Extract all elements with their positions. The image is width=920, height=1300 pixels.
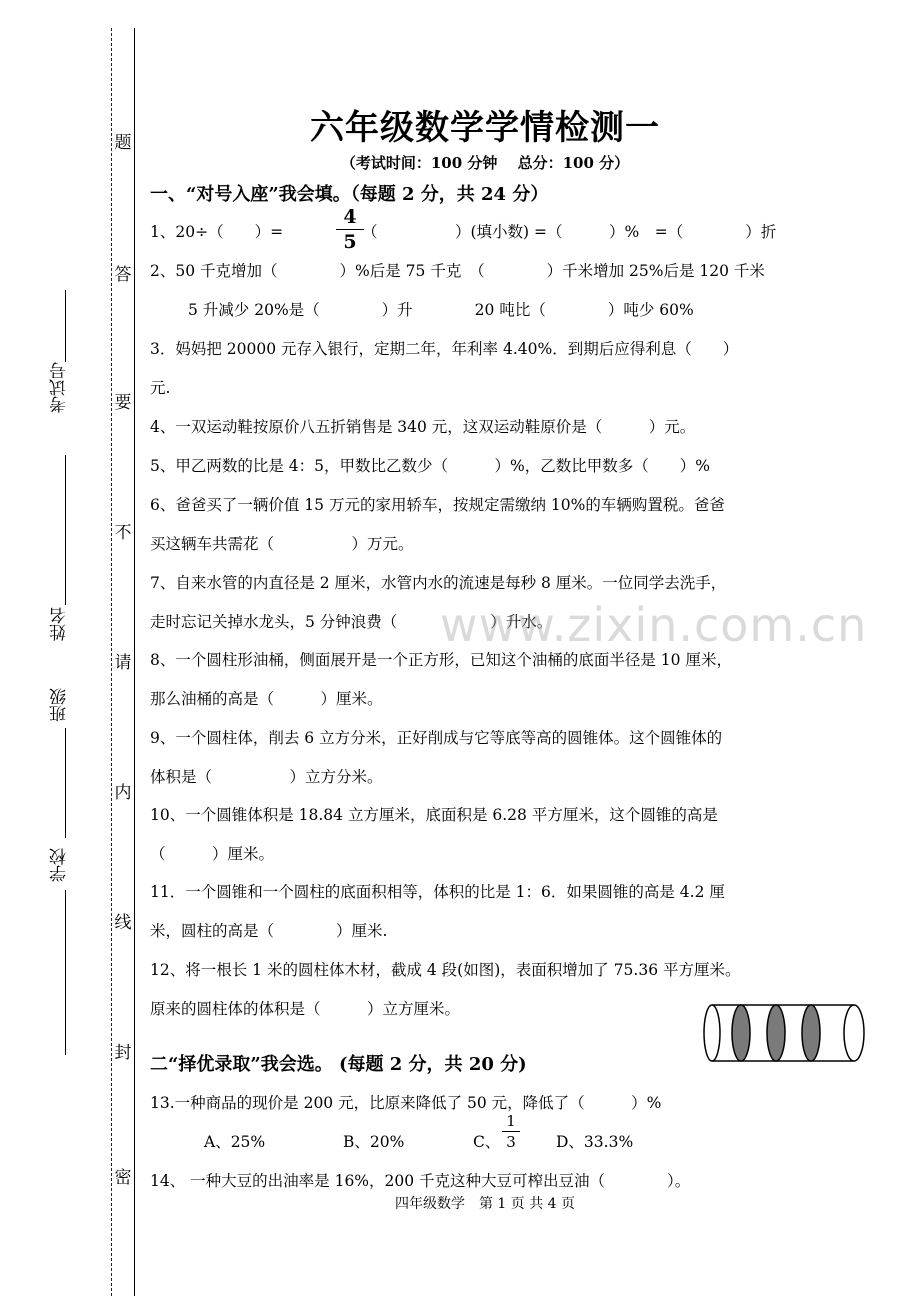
cylinder-left-end xyxy=(704,1005,720,1061)
question-10-line-1: 10、一个圆锥体积是 18.84 立方厘米，底面积是 6.28 平方厘米，这个圆锥的高是 xyxy=(150,806,718,824)
seal-char-1: 题 xyxy=(114,133,132,153)
exam-no-line[interactable] xyxy=(65,290,66,362)
school-line[interactable] xyxy=(65,890,66,1055)
question-12-line-1: 12、将一根长 1 米的圆柱体木材，截成 4 段(如图)，表面积增加了 75.36 平方厘米。 xyxy=(150,961,741,979)
question-8-line-2: 那么油桶的高是（ ）厘米。 xyxy=(150,690,383,708)
question-9-line-1: 9、一个圆柱体，削去 6 立方分米，正好削成与它等底等高的圆锥体。这个圆锥体的 xyxy=(150,729,723,747)
fraction-bar xyxy=(502,1131,520,1132)
seal-char-9: 密 xyxy=(114,1168,132,1188)
question-13-stem: 13.一种商品的现价是 200 元，比原来降低了 50 元，降低了（ ）% xyxy=(150,1094,662,1112)
question-6-line-2: 买这辆车共需花（ ）万元。 xyxy=(150,535,414,553)
question-13-option-c: C、 xyxy=(473,1133,501,1151)
fraction-numerator: 1 xyxy=(506,1112,516,1130)
question-7-line-2: 走时忘记关掉水龙头，5 分钟浪费（ ）升水。 xyxy=(150,613,553,631)
question-10-line-2: （ ）厘米。 xyxy=(150,845,275,863)
fraction-denominator: 3 xyxy=(506,1133,516,1151)
name-line[interactable] xyxy=(65,455,66,605)
question-2-line-1: 2、50 千克增加（ ）%后是 75 千克 （ ）千米增加 25%后是 120 千米 xyxy=(150,262,765,280)
question-13-option-b: B、20% xyxy=(343,1133,405,1151)
question-9-line-2: 体积是（ ）立方分米。 xyxy=(150,768,383,786)
question-8-line-1: 8、一个圆柱形油桶，侧面展开是一个正方形，已知这个油桶的底面半径是 10 厘米， xyxy=(150,651,732,669)
fraction-bar xyxy=(336,229,364,230)
question-1-fraction xyxy=(336,206,364,253)
question-6-line-1: 6、爸爸买了一辆价值 15 万元的家用轿车，按规定需缴纳 10%的车辆购置税。爸爸 xyxy=(150,496,725,514)
exam-no-label: 考试号 xyxy=(50,362,70,413)
question-13-option-a: A、25% xyxy=(204,1133,266,1151)
cylinder-cut-1 xyxy=(732,1005,750,1061)
seal-char-7: 线 xyxy=(114,913,132,933)
option-c-fraction xyxy=(502,1112,520,1152)
question-12-line-2: 原来的圆柱体的体积是（ ）立方厘米。 xyxy=(150,1000,461,1018)
question-1-rest: （ ）(填小数) =（ ）% =（ ）折 xyxy=(362,223,777,241)
watermark: www.zixin.com.cn xyxy=(440,598,868,652)
question-2-line-2: 5 升减少 20%是（ ）升 20 吨比（ ）吨少 60% xyxy=(188,301,694,319)
seal-char-6: 内 xyxy=(114,783,132,803)
question-3-line-2: 元. xyxy=(150,379,171,397)
fraction-numerator: 4 xyxy=(343,206,357,228)
question-7-line-1: 7、自来水管的内直径是 2 厘米，水管内水的流速是每秒 8 厘米。一位同学去洗手， xyxy=(150,574,727,592)
question-11-line-1: 11．一个圆锥和一个圆柱的底面积相等，体积的比是 1：6．如果圆锥的高是 4.2 厘 xyxy=(150,883,725,901)
question-11-line-2: 米，圆柱的高是（ ）厘米. xyxy=(150,922,388,940)
question-13-option-d: D、33.3% xyxy=(556,1133,634,1151)
question-3-line-1: 3．妈妈把 20000 元存入银行，定期二年，年利率 4.40%．到期后应得利息（ ） xyxy=(150,340,739,358)
section-2-heading: 二“择优录取”我会选。 (每题 2 分，共 20 分) xyxy=(150,1054,527,1075)
seal-char-2: 答 xyxy=(114,265,132,285)
class-label: 班级 xyxy=(50,688,70,722)
cylinder-cut-3 xyxy=(802,1005,820,1061)
cylinder-right-end xyxy=(844,1005,864,1061)
school-label: 学校 xyxy=(50,848,70,882)
cylinder-figure xyxy=(700,1000,870,1066)
binding-solid-line xyxy=(134,28,135,1296)
section-1-heading: 一、“对号入座”我会填。（每题 2 分，共 24 分） xyxy=(150,184,549,205)
name-label: 姓名 xyxy=(50,607,70,641)
question-14: 14、 一种大豆的出油率是 16%，200 千克这种大豆可榨出豆油（ ）。 xyxy=(150,1172,691,1190)
question-4: 4、一双运动鞋按原价八五折销售是 340 元，这双运动鞋原价是（ ）元。 xyxy=(150,418,696,436)
page-title: 六年级数学学情检测一 xyxy=(310,108,660,148)
seal-char-4: 不 xyxy=(114,523,132,543)
class-line[interactable] xyxy=(65,728,66,838)
binding-dashed-line xyxy=(111,28,112,1296)
seal-char-5: 请 xyxy=(114,653,132,673)
fraction-denominator: 5 xyxy=(343,231,357,253)
exam-info: （考试时间：100 分钟 总分：100 分） xyxy=(340,154,630,172)
question-5: 5、甲乙两数的比是 4：5，甲数比乙数少（ ）%，乙数比甲数多（ ）% xyxy=(150,457,710,475)
seal-char-3: 要 xyxy=(114,393,132,413)
page-footer: 四年级数学 第 1 页 共 4 页 xyxy=(394,1196,576,1212)
question-1-start: 1、20÷（ ）= xyxy=(150,223,284,241)
cylinder-cut-2 xyxy=(767,1005,785,1061)
seal-char-8: 封 xyxy=(114,1043,132,1063)
